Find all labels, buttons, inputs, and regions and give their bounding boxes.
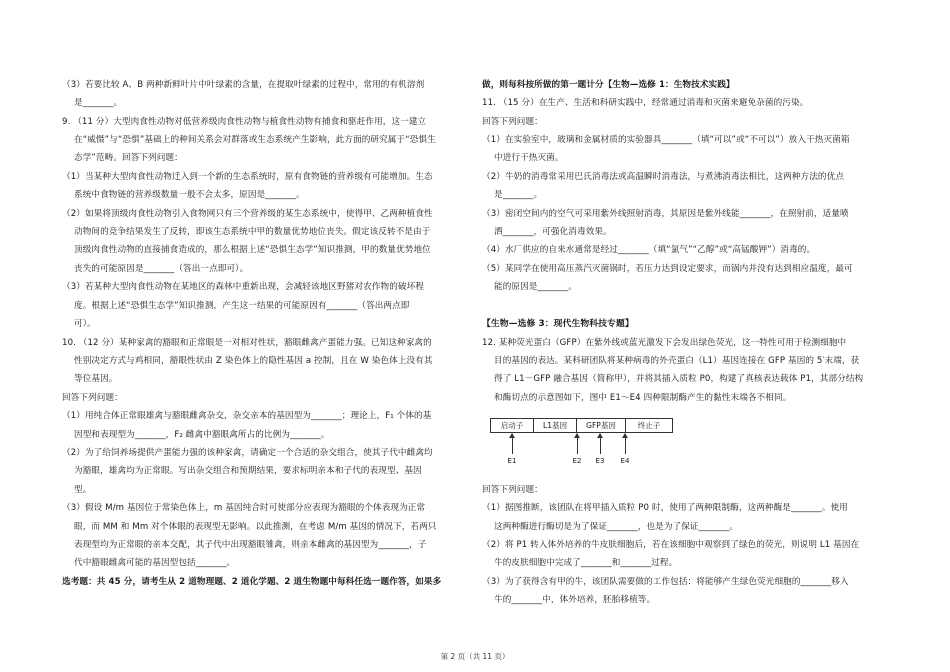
q12-3-line-2: 牛的_______中，体外培养，胚胎移植等。 bbox=[494, 595, 656, 605]
q9-stem-line-1: 9. （11 分）大型肉食性动物对低营养级肉食性动物与植食性动物有捕食和驱赶作用，这一建立 bbox=[62, 117, 427, 127]
q12-answer-prompt: 回答下列问题： bbox=[482, 485, 543, 495]
q8-3-line-1: （3）若要比较 A、B 两种新鲜叶片中叶绿素的含量，在提取叶绿素的过程中，常用的有机溶剂 bbox=[62, 80, 425, 90]
e4-label: E4 bbox=[620, 457, 630, 465]
q9-3-line-3: 可）。 bbox=[74, 319, 96, 329]
q10-1-line-1: （1）用纯合体正常眼雄禽与豁眼雌禽杂交，杂交亲本的基因型为_______；理论上，F₁ 个体的基 bbox=[62, 411, 432, 421]
q9-2-line-3: 顶级肉食性动物的直接捕食造成的，那么根据上述“恐惧生态学”知识推测，甲的数量优势地位 bbox=[74, 245, 431, 255]
q12-stem-line-4: 和酶切点的示意图如下，图中 E1～E4 四种限制酶产生的黏性末端各不相同。 bbox=[494, 393, 792, 403]
q10-2-line-1: （2）为了给饲养场提供产蛋能力强的该种家禽，请确定一个合适的杂交组合，使其子代中雌禽均 bbox=[62, 448, 433, 458]
e1-label: E1 bbox=[507, 457, 517, 465]
q12-stem-line-3: 得了 L1－GFP 融合基因（简称甲），并将其插入质粒 P0，构建了真核表达载体 P1，其部分结构 bbox=[494, 374, 864, 384]
e2-arrow bbox=[577, 434, 578, 454]
page-footer: 第 2 页（共 11 页） bbox=[440, 652, 510, 661]
q10-3-line-4: 代中豁眼雌禽可能的基因型包括_______。 bbox=[74, 558, 236, 568]
q11-1-line-2: 中进行干热灭菌。 bbox=[494, 153, 564, 163]
q10-1-line-2: 因型和表现型为_______，F₂ 雌禽中豁眼禽所占的比例为_______。 bbox=[74, 430, 330, 440]
gene-construct-diagram bbox=[490, 418, 680, 470]
e1-arrow bbox=[512, 434, 513, 454]
q10-2-line-2: 为豁眼，雄禽均为正常眼。写出杂交组合和预期结果，要求标明亲本和子代的表现型、基因 bbox=[74, 466, 422, 476]
q10-stem-line-3: 等位基因。 bbox=[74, 374, 118, 384]
gfp-gene-box: GFP基因 bbox=[576, 418, 626, 433]
q11-2-line-2: 是_______。 bbox=[494, 190, 543, 200]
q11-2-line-1: （2）牛奶的消毒常采用巴氏消毒法或高温瞬时消毒法，与煮沸消毒法相比，这两种方法的优点 bbox=[482, 172, 845, 182]
q11-3-line-2: 洒_______，可强化消毒效果。 bbox=[494, 227, 612, 237]
q9-1-line-1: （1）当某种大型肉食性动物迁入到一个新的生态系统时，原有食物链的营养级有可能增加。生态 bbox=[62, 172, 433, 182]
q10-3-line-1: （3）假设 M/m 基因位于常染色体上，m 基因纯合时可使部分应表现为豁眼的个体表现为正常 bbox=[62, 503, 426, 513]
q12-1-line-2: 这两种酶进行酶切是为了保证_______，也是为了保证_______。 bbox=[494, 522, 739, 532]
q12-2-line-1: （2）将 P1 转入体外培养的牛皮肤细胞后，若在该细胞中观察到了绿色的荧光，则说明 L1 基因在 bbox=[482, 540, 860, 550]
q9-1-line-2: 系统中食物链的营养级数量一般不会太多，原因是_______。 bbox=[74, 190, 305, 200]
q11-5-line-1: （5）某同学在使用高压蒸汽灭菌锅时，若压力达到设定要求，而锅内并没有达到相应温度，最可 bbox=[482, 264, 853, 274]
q10-answer-prompt: 回答下列问题： bbox=[62, 393, 123, 403]
q11-answer-prompt: 回答下列问题： bbox=[482, 117, 543, 127]
e4-arrow bbox=[625, 434, 626, 454]
section-heading-elective-3: 【生物—选修 3：现代生物科技专题】 bbox=[482, 319, 634, 329]
q12-stem-line-2: 目的基因的表达。某科研团队将某种病毒的外壳蛋白（L1）基因连接在 GFP 基因的 5′末端，获 bbox=[494, 356, 860, 366]
q12-stem-line-1: 12. 某种荧光蛋白（GFP）在紫外线或蓝光激发下会发出绿色荧光，这一特性可用于检测细胞中 bbox=[482, 338, 847, 348]
l1-gene-box: L1基因 bbox=[533, 418, 577, 433]
q9-3-line-2: 度。根据上述“恐惧生态学”知识推测，产生这一结果的可能原因有_______（答出两点即 bbox=[74, 301, 410, 311]
q10-2-line-3: 型。 bbox=[74, 485, 92, 495]
e3-arrow bbox=[600, 434, 601, 454]
q9-3-line-1: （3）若某种大型肉食性动物在某地区的森林中重新出现，会减轻该地区野猪对农作物的破坏程 bbox=[62, 282, 425, 292]
q12-3-line-1: （3）为了获得含有甲的牛，该团队需要做的工作包括：将能够产生绿色荧光细胞的_______移入 bbox=[482, 577, 849, 587]
q9-2-line-1: （2）如果将顶级肉食性动物引入食物网只有三个营养级的某生态系统中，使得甲、乙两种植食性 bbox=[62, 209, 433, 219]
q11-5-line-2: 能的原因是_______。 bbox=[494, 282, 577, 292]
q9-2-line-2: 动物间的竞争结果发生了反转，即该生态系统中甲的数量优势地位丧失。假定该反转不是由于 bbox=[74, 227, 431, 237]
q12-2-line-2: 牛的皮肤细胞中完成了_______和_______过程。 bbox=[494, 558, 678, 568]
q11-1-line-1: （1）在实验室中，玻璃和金属材质的实验器具_______（填“可以”或“不可以”）放入干热灭菌箱 bbox=[482, 135, 850, 145]
q9-stem-line-3: 态学”范畴。回答下列问题： bbox=[74, 153, 183, 163]
q8-3-line-2: 是_______。 bbox=[74, 98, 123, 108]
q10-3-line-3: 表现型均为正常眼的亲本交配，其子代中出现豁眼雏禽，则亲本雌禽的基因型为_______，子 bbox=[74, 540, 427, 550]
q11-3-line-1: （3）密闭空间内的空气可采用紫外线照射消毒，其原因是紫外线能_______，在照射前，适量喷 bbox=[482, 209, 849, 219]
q10-stem-line-1: 10. （12 分）某种家禽的豁眼和正常眼是一对相对性状，豁眼雌禽产蛋能力强。已知这种家禽的 bbox=[62, 338, 432, 348]
q10-stem-line-2: 性别决定方式与鸡相同，豁眼性状由 Z 染色体上的隐性基因 a 控制，且在 W 染色体上没有其 bbox=[74, 356, 433, 366]
terminator-box: 终止子 bbox=[625, 418, 673, 433]
q9-stem-line-2: 在“威慑”与“恐惧”基础上的种间关系会对群落或生态系统产生影响，此方面的研究属于“恐惧生 bbox=[74, 135, 436, 145]
q12-1-line-1: （1）据图推断，该团队在将甲插入质粒 P0 时，使用了两种限制酶，这两种酶是_______。使用 bbox=[482, 503, 848, 513]
q11-4-line: （4）水厂供应的自来水通常是经过_______（填“氯气”“乙醇”或“高锰酸钾”）消毒的。 bbox=[482, 245, 816, 255]
promoter-box: 启动子 bbox=[490, 418, 534, 433]
elective-instructions-cont: 做，则每科按所做的第一题计分【生物—选修 1：生物技术实践】 bbox=[482, 80, 735, 90]
q9-2-line-4: 丧失的可能原因是_______（答出一点即可）。 bbox=[74, 264, 249, 274]
elective-instructions: 选考题：共 45 分，请考生从 2 道物理题、2 道化学题、2 道生物题中每科任选一题作答，如果多 bbox=[62, 577, 442, 587]
e3-label: E3 bbox=[595, 457, 605, 465]
q11-stem: 11. （15 分）在生产、生活和科研实践中，经常通过消毒和灭菌来避免杂菌的污染。 bbox=[482, 98, 809, 108]
e2-label: E2 bbox=[572, 457, 582, 465]
q10-3-line-2: 眼，而 MM 和 Mm 对个体眼的表现型无影响。以此推测，在考虑 M/m 基因的情况下，若两只 bbox=[74, 522, 437, 532]
